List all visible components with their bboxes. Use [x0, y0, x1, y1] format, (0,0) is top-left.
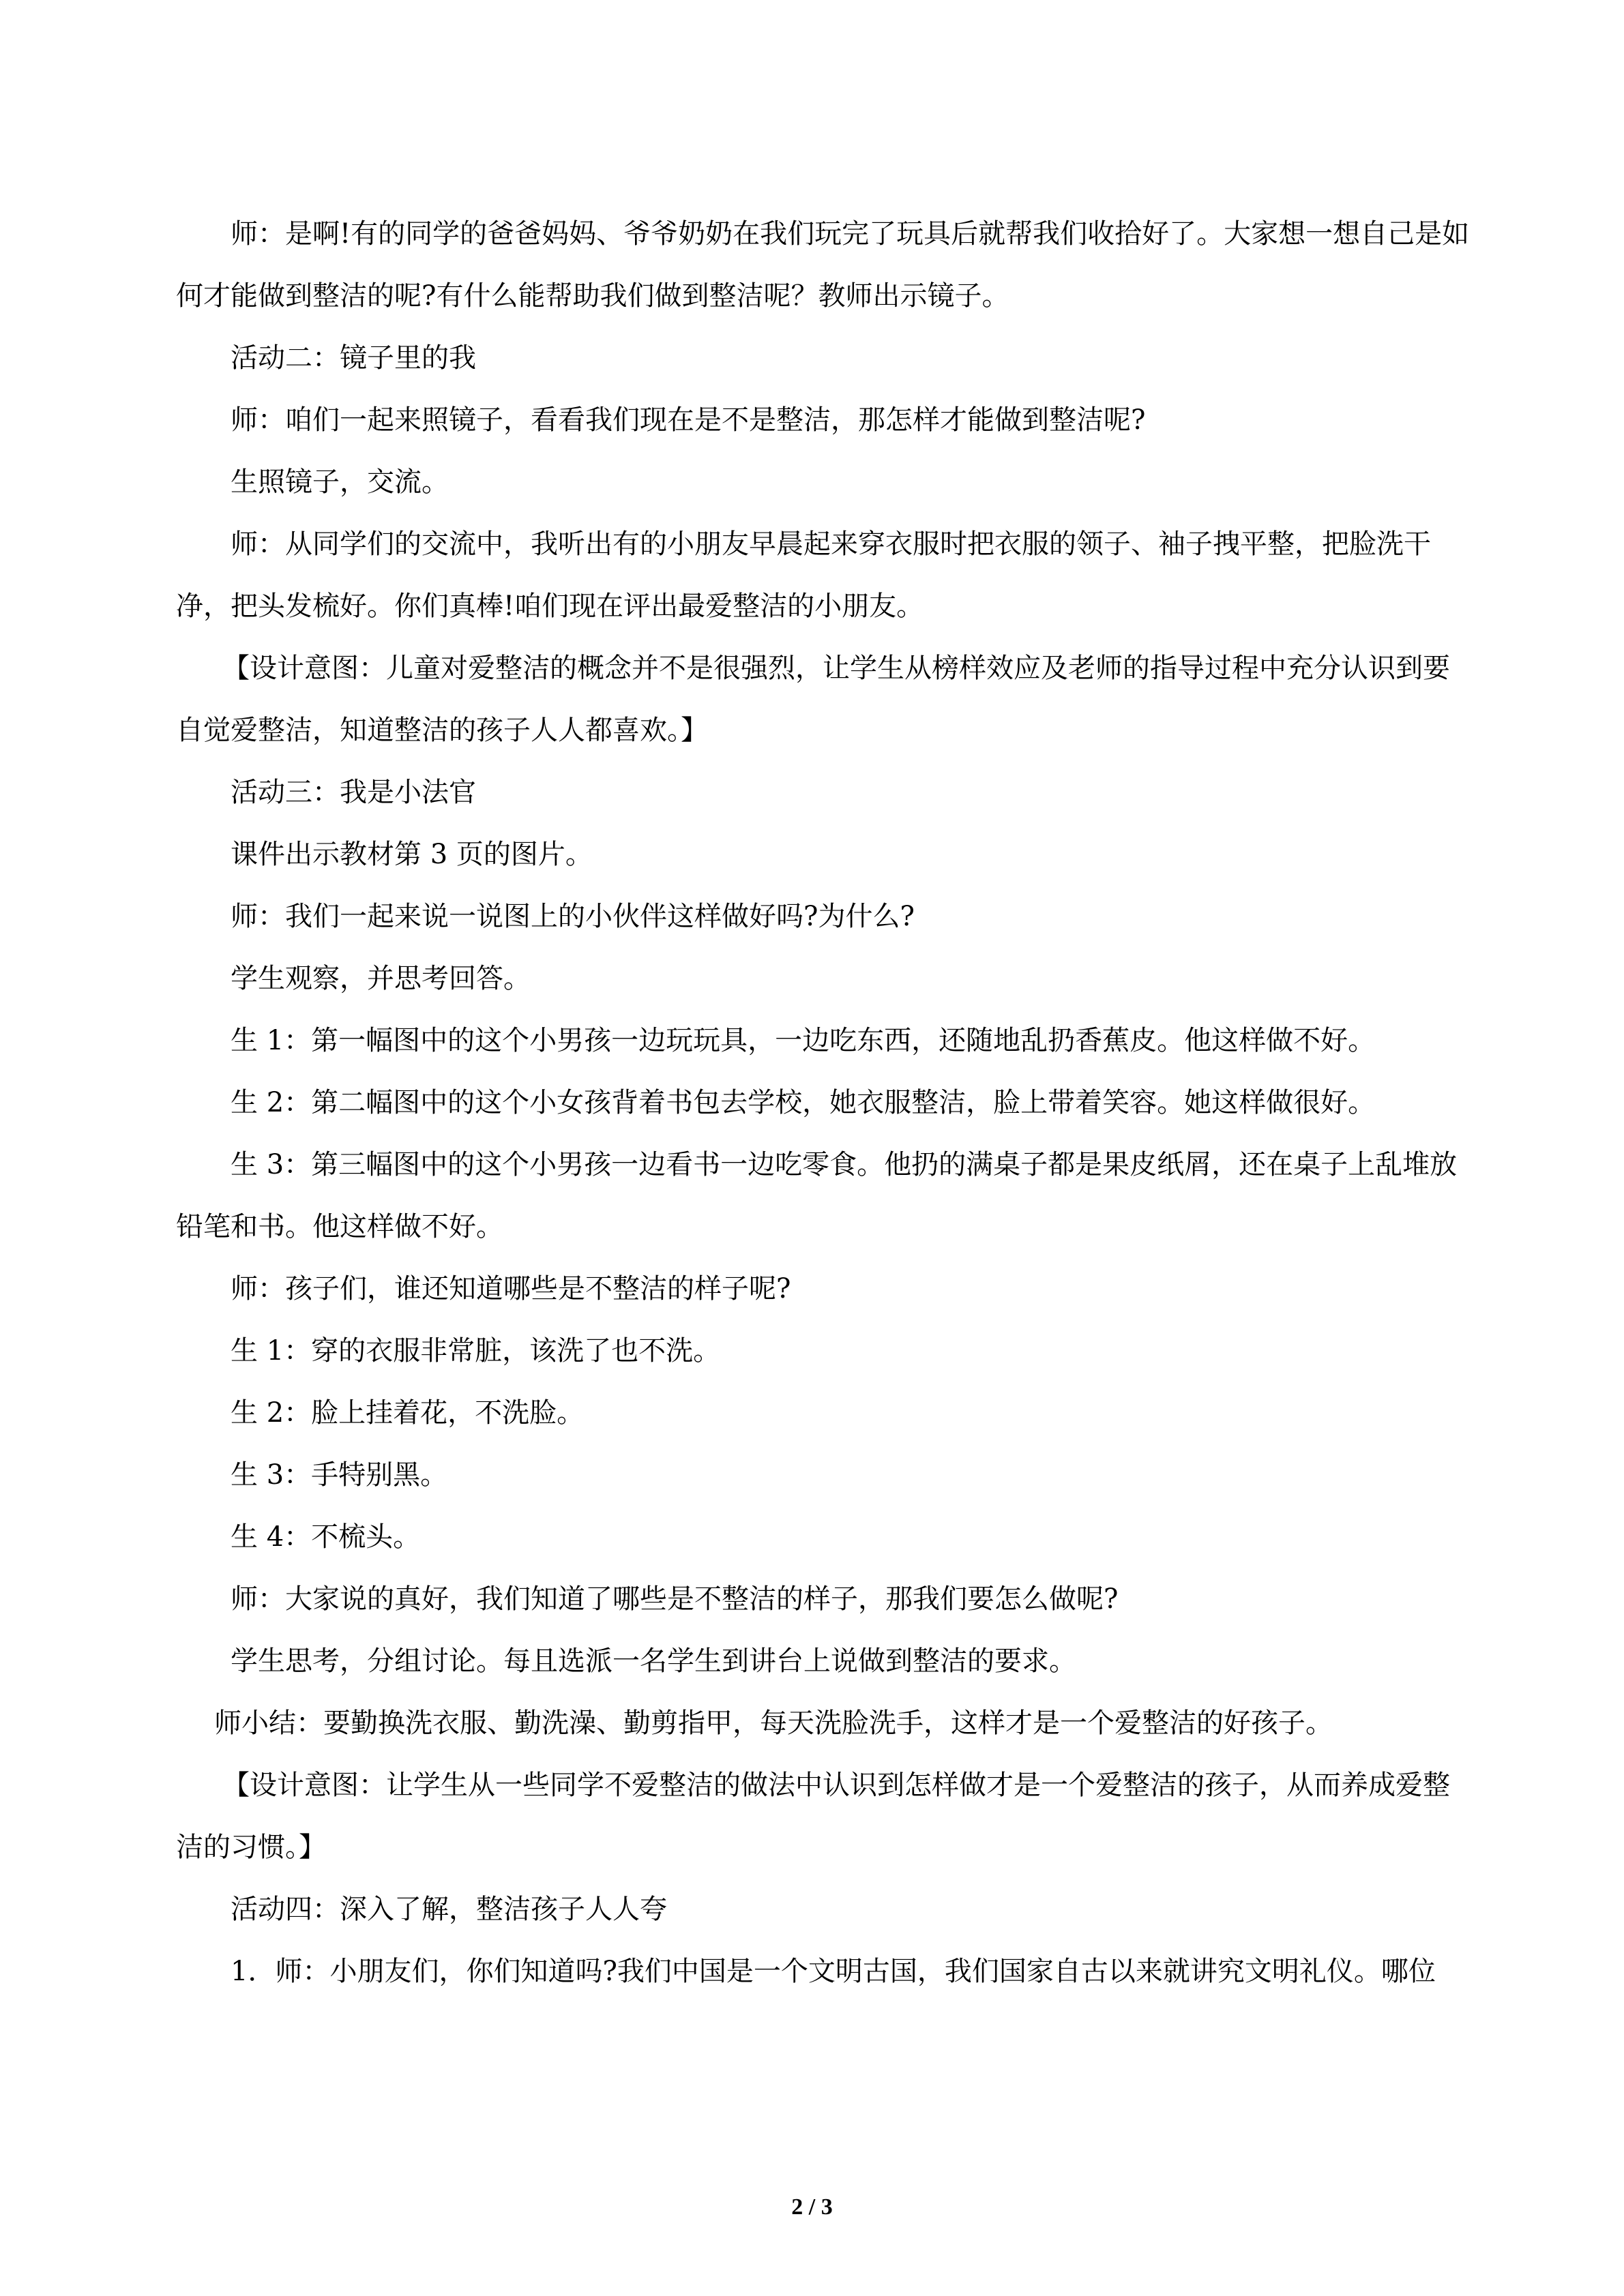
heading-activity-2: 活动二：镜子里的我	[231, 342, 476, 374]
heading-activity-3: 活动三：我是小法官	[231, 777, 476, 808]
paragraph: 师：咱们一起来照镜子，看看我们现在是不是整洁，那怎样才能做到整洁呢?	[231, 404, 1146, 436]
paragraph: 学生思考，分组讨论。每且选派一名学生到讲台上说做到整洁的要求。	[231, 1645, 1076, 1677]
paragraph: 生照镜子，交流。	[231, 466, 449, 498]
paragraph: 学生观察，并思考回答。	[231, 963, 531, 994]
page-number: 2 / 3	[791, 2194, 833, 2220]
paragraph: 师：孩子们，谁还知道哪些是不整洁的样子呢?	[231, 1273, 791, 1304]
paragraph: 生 1：穿的衣服非常脏，该洗了也不洗。	[231, 1335, 721, 1367]
paragraph: 生 2：第二幅图中的这个小女孩背着书包去学校，她衣服整洁，脸上带着笑容。她这样做很好。	[231, 1087, 1376, 1118]
paragraph: 1．师：小朋友们，你们知道吗?我们中国是一个文明古国，我们国家自古以来就讲究文明礼仪。哪位	[231, 1956, 1436, 1987]
design-intent-note: 【设计意图：儿童对爱整洁的概念并不是很强烈，让学生从榜样效应及老师的指导过程中充分认识到要自觉爱整洁，知道整洁的孩子人人都喜欢。】	[176, 653, 1450, 746]
paragraph: 生 2：脸上挂着花，不洗脸。	[231, 1397, 585, 1429]
design-intent-note: 【设计意图：让学生从一些同学不爱整洁的做法中认识到怎样做才是一个爱整洁的孩子，从而养成爱整洁的习惯。】	[176, 1770, 1450, 1863]
paragraph: 师：从同学们的交流中，我听出有的小朋友早晨起来穿衣服时把衣服的领子、袖子拽平整，把脸洗干净，把头发梳好。你们真棒!咱们现在评出最爱整洁的小朋友。	[176, 528, 1431, 622]
paragraph: 师：我们一起来说一说图上的小伙伴这样做好吗?为什么?	[231, 901, 915, 932]
paragraph: 生 4：不梳头。	[231, 1521, 421, 1553]
heading-activity-4: 活动四：深入了解，整洁孩子人人夸	[231, 1894, 667, 1925]
paragraph: 师：大家说的真好，我们知道了哪些是不整洁的样子，那我们要怎么做呢?	[231, 1583, 1119, 1615]
teacher-summary: 师小结：要勤换洗衣服、勤洗澡、勤剪指甲，每天洗脸洗手，这样才是一个爱整洁的好孩子。	[214, 1708, 1333, 1739]
paragraph: 生 3：手特别黑。	[231, 1459, 448, 1491]
paragraph: 生 1：第一幅图中的这个小男孩一边玩玩具，一边吃东西，还随地乱扔香蕉皮。他这样做不好。	[231, 1025, 1376, 1056]
document-body	[176, 203, 1475, 2003]
paragraph: 生 3：第三幅图中的这个小男孩一边看书一边吃零食。他扔的满桌子都是果皮纸屑，还在桌子上乱堆放铅笔和书。他这样做不好。	[176, 1149, 1458, 1242]
paragraph: 师：是啊!有的同学的爸爸妈妈、爷爷奶奶在我们玩完了玩具后就帮我们收拾好了。大家想一想自己是如何才能做到整洁的呢?有什么能帮助我们做到整洁呢？教师出示镜子。	[176, 218, 1470, 312]
paragraph: 课件出示教材第 3 页的图片。	[231, 839, 593, 870]
